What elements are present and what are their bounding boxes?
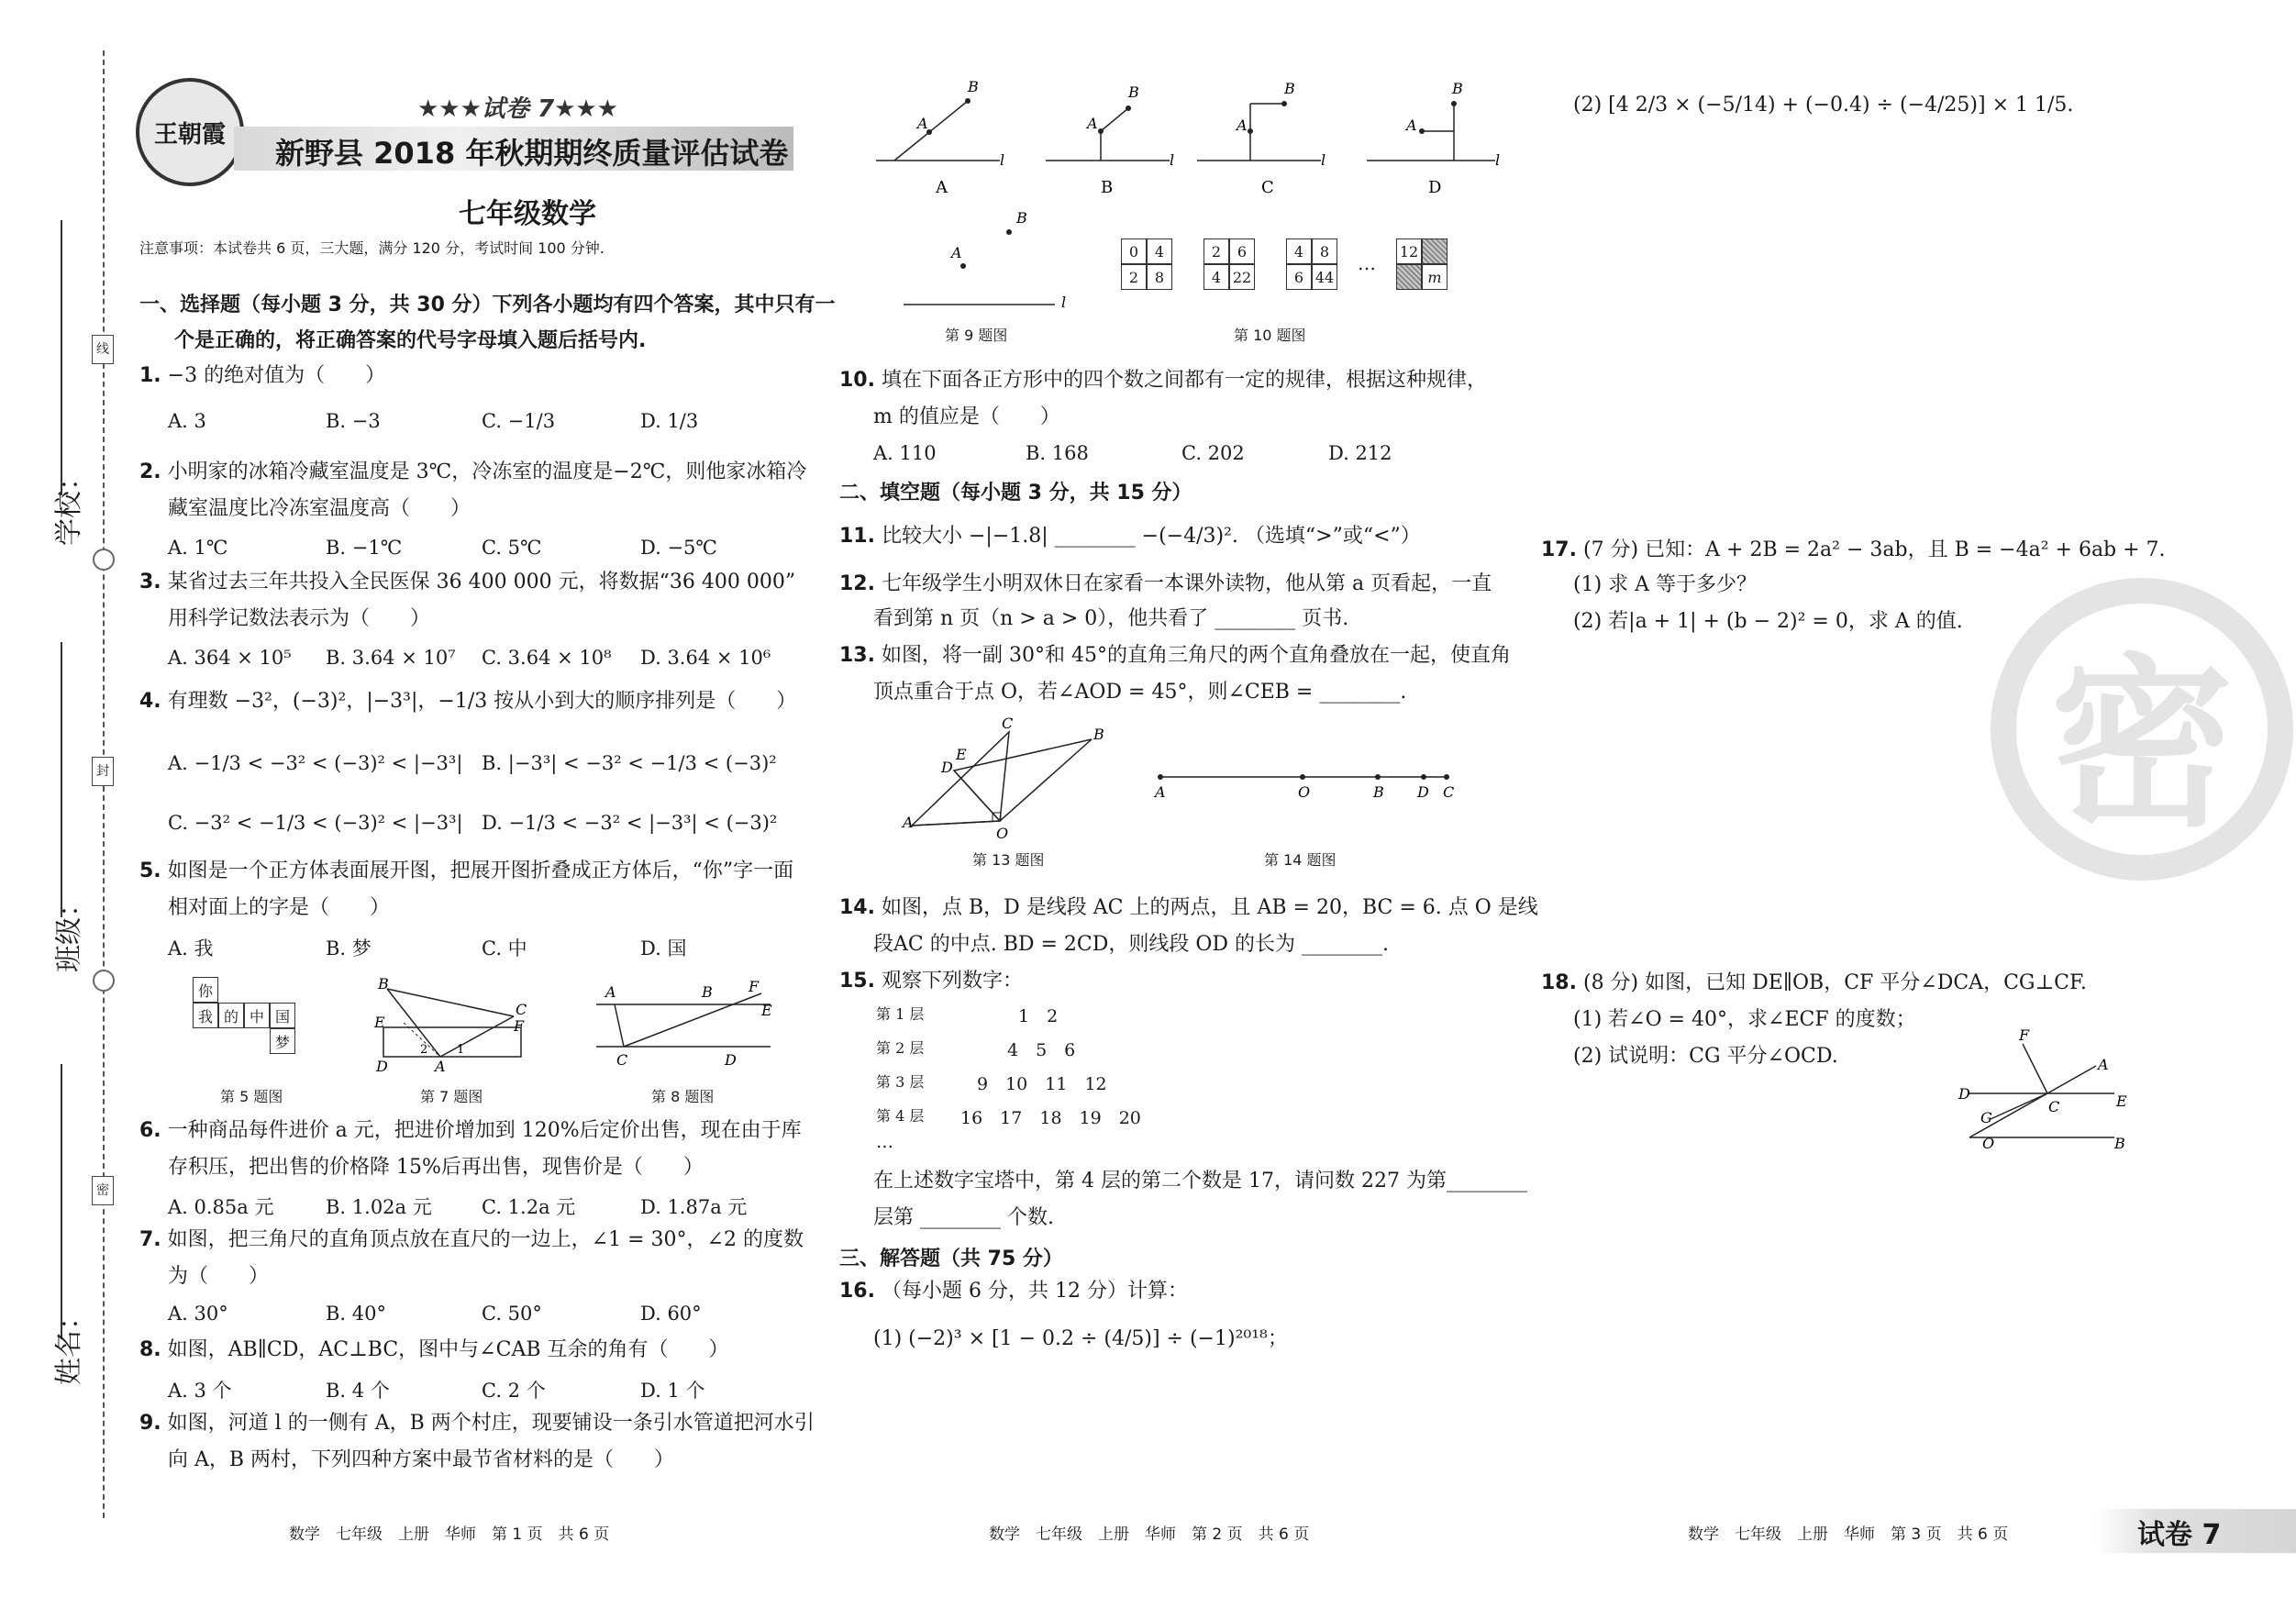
option-b-label: B bbox=[1101, 178, 1114, 197]
svg-text:B: B bbox=[1452, 80, 1463, 97]
svg-text:1: 1 bbox=[457, 1043, 465, 1057]
svg-text:l: l bbox=[1061, 294, 1067, 311]
svg-text:l: l bbox=[1321, 151, 1326, 169]
point-o: O bbox=[1298, 783, 1311, 801]
q1-option-c[interactable]: C. −1/3 bbox=[482, 410, 556, 432]
logo-text: 王朝霞 bbox=[153, 120, 226, 149]
q-number: 2. bbox=[139, 460, 161, 483]
q2-option-b[interactable]: B. −1℃ bbox=[326, 537, 403, 559]
figure-9-caption: 第 9 题图 bbox=[945, 327, 1008, 344]
svg-text:C: C bbox=[2048, 1098, 2060, 1115]
layer-1-label: 第 1 层 bbox=[876, 1005, 925, 1023]
q-number: 8. bbox=[139, 1338, 161, 1361]
grid-cell: 0 bbox=[1121, 238, 1147, 264]
school-label: 学校： bbox=[53, 463, 85, 546]
q5-option-b[interactable]: B. 梦 bbox=[326, 937, 372, 959]
grid-cell: 8 bbox=[1312, 238, 1337, 264]
grid-cell-shaded bbox=[1396, 264, 1422, 290]
net-cell: 梦 bbox=[270, 1028, 295, 1054]
q5-option-a[interactable]: A. 我 bbox=[168, 937, 214, 959]
grid-cell: 4 bbox=[1286, 238, 1312, 264]
option-c-label: C bbox=[1261, 178, 1274, 197]
q11 bbox=[839, 518, 1421, 555]
figure-10-grid-3 bbox=[1286, 238, 1337, 290]
q2-cont: 藏室温度比冷冻室温度高（ ） bbox=[168, 497, 471, 520]
point-d: D bbox=[1417, 783, 1429, 801]
q2-option-c[interactable]: C. 5℃ bbox=[482, 537, 542, 559]
q-number: 6. bbox=[139, 1119, 161, 1142]
q-text: 填在下面各正方形中的四个数之间都有一定的规律，根据这种规律， bbox=[881, 369, 1487, 392]
q3-option-d[interactable]: D. 3.64 × 10⁶ bbox=[640, 647, 771, 669]
q10 bbox=[839, 362, 1487, 399]
q10-option-a[interactable]: A. 110 bbox=[873, 442, 937, 464]
q6 bbox=[139, 1113, 802, 1149]
q-text: (7 分) 已知：A + 2B = 2a² − 3ab，且 B = −4a² + 6ab + 7. bbox=[1582, 538, 2166, 561]
q-text: (8 分) 如图，已知 DE∥OB，CF 平分∠DCA，CG⊥CF. bbox=[1582, 971, 2087, 994]
figure-5-cube-net bbox=[193, 977, 321, 1065]
svg-text:A: A bbox=[2098, 1056, 2109, 1073]
q4-option-d[interactable]: D. −1/3 < −3² < |−3³| < (−3)² bbox=[482, 812, 778, 834]
section-1-heading: 一、选择题（每小题 3 分，共 30 分）下列各小题均有四个答案，其中只有一 bbox=[139, 294, 836, 316]
option-d-label: D bbox=[1428, 178, 1442, 197]
svg-text:A: A bbox=[951, 244, 962, 261]
svg-text:A: A bbox=[917, 115, 928, 132]
svg-text:2: 2 bbox=[420, 1043, 428, 1057]
svg-text:A: A bbox=[435, 1058, 446, 1075]
q8-option-c[interactable]: C. 2 个 bbox=[482, 1380, 546, 1402]
svg-text:B: B bbox=[2114, 1135, 2125, 1152]
q-text: 如图，点 B，D 是线段 AC 上的两点，且 AB = 20，BC = 6. 点 O 是线 bbox=[881, 896, 1538, 919]
figure-10-grid-2 bbox=[1203, 238, 1255, 290]
q10-option-c[interactable]: C. 202 bbox=[1181, 442, 1245, 464]
svg-text:D: D bbox=[376, 1058, 388, 1075]
figure-10-caption: 第 10 题图 bbox=[1234, 327, 1306, 344]
q7-option-a[interactable]: A. 30° bbox=[168, 1303, 228, 1325]
q1 bbox=[139, 358, 385, 394]
layer-2-values: 4 5 6 bbox=[1007, 1040, 1076, 1060]
figure-7 bbox=[367, 972, 532, 1082]
q14-cont: 段AC 的中点. BD = 2CD，则线段 OD 的长为 ________. bbox=[873, 933, 1390, 956]
q-text: 比较大小 −|−1.8| ________ −(−4/3)². （选填“>”或“<”） bbox=[881, 525, 1421, 548]
point-c: C bbox=[1443, 783, 1455, 801]
svg-text:A: A bbox=[1087, 115, 1098, 132]
footer-page-2: 数学 七年级 上册 华师 第 2 页 共 6 页 bbox=[989, 1525, 1310, 1544]
q16 bbox=[839, 1273, 1188, 1310]
q-text: 一种商品每件进价 a 元，把进价增加到 120%后定价出售，现在由于库 bbox=[167, 1119, 802, 1142]
svg-text:B: B bbox=[1128, 83, 1139, 101]
q13-cont: 顶点重合于点 O，若∠AOD = 45°，则∠CEB = ________. bbox=[873, 681, 1407, 704]
q5-option-d[interactable]: D. 国 bbox=[640, 937, 687, 959]
figure-13 bbox=[899, 715, 1110, 839]
svg-text:B: B bbox=[1284, 80, 1295, 97]
svg-text:l: l bbox=[1170, 151, 1175, 169]
figure-9-options bbox=[867, 73, 1509, 202]
q4-option-b[interactable]: B. |−3³| < −3² < −1/3 < (−3)² bbox=[482, 752, 777, 774]
q8-option-a[interactable]: A. 3 个 bbox=[168, 1380, 232, 1402]
svg-text:A: A bbox=[903, 814, 914, 831]
q-text: 如图是一个正方体表面展开图，把展开图折叠成正方体后，“你”字一面 bbox=[167, 859, 794, 882]
q-number: 18. bbox=[1541, 971, 1577, 994]
q-text: 如图，将一副 30°和 45°的直角三角尺的两个直角叠放在一起，使直角 bbox=[881, 644, 1511, 667]
q9 bbox=[139, 1405, 815, 1442]
figure-9 bbox=[894, 206, 1078, 312]
svg-text:D: D bbox=[941, 759, 953, 776]
grid-cell: 12 bbox=[1396, 238, 1422, 264]
q-number: 13. bbox=[839, 644, 875, 667]
q-text: 如图，AB∥CD，AC⊥BC，图中与∠CAB 互余的角有（ ） bbox=[167, 1338, 729, 1361]
q15 bbox=[839, 963, 1023, 1000]
q6-option-d[interactable]: D. 1.87a 元 bbox=[640, 1196, 748, 1218]
svg-text:E: E bbox=[374, 1014, 385, 1031]
figure-10-grid-last bbox=[1396, 238, 1447, 290]
svg-text:E: E bbox=[956, 746, 967, 763]
q-number: 1. bbox=[139, 364, 161, 387]
figure-8-caption: 第 8 题图 bbox=[651, 1088, 715, 1105]
q12 bbox=[839, 566, 1492, 603]
q-text: 小明家的冰箱冷藏室温度是 3℃，冷冻室的温度是−2℃，则他家冰箱冷 bbox=[167, 460, 807, 483]
q10-cont: m 的值应是（ ） bbox=[873, 405, 1060, 428]
q15-question-cont: 层第 ________ 个数. bbox=[873, 1206, 1054, 1229]
q10-option-d[interactable]: D. 212 bbox=[1328, 442, 1392, 464]
q-number: 7. bbox=[139, 1228, 161, 1251]
figure-14-caption: 第 14 题图 bbox=[1264, 851, 1337, 869]
q17-part-2: (2) 若|a + 1| + (b − 2)² = 0，求 A 的值. bbox=[1573, 610, 1963, 633]
q-number: 16. bbox=[839, 1280, 875, 1303]
grid-cell: 4 bbox=[1203, 264, 1229, 290]
point-a: A bbox=[1155, 783, 1166, 801]
svg-text:C: C bbox=[616, 1051, 628, 1069]
grid-cell: 2 bbox=[1121, 264, 1147, 290]
grid-cell: 8 bbox=[1147, 264, 1172, 290]
q4 bbox=[139, 683, 796, 720]
svg-text:l: l bbox=[1000, 151, 1005, 169]
footer-page-1: 数学 七年级 上册 华师 第 1 页 共 6 页 bbox=[289, 1525, 610, 1544]
q7-option-b[interactable]: B. 40° bbox=[326, 1303, 387, 1325]
q17-part-1: (1) 求 A 等于多少？ bbox=[1573, 573, 1758, 596]
svg-text:B: B bbox=[968, 78, 979, 95]
q8-option-b[interactable]: B. 4 个 bbox=[326, 1380, 390, 1402]
q3 bbox=[139, 564, 795, 601]
option-a-label: A bbox=[936, 178, 948, 197]
net-cell: 的 bbox=[218, 1003, 244, 1028]
layer-4-values: 16 17 18 19 20 bbox=[960, 1108, 1141, 1128]
seal-mark-seal: 封 bbox=[92, 757, 114, 786]
svg-text:B: B bbox=[1093, 726, 1104, 743]
q14 bbox=[839, 890, 1538, 926]
q1-option-a[interactable]: A. 3 bbox=[168, 410, 206, 432]
figure-8 bbox=[587, 977, 780, 1078]
seal-mark-secret: 密 bbox=[92, 1176, 114, 1205]
q5-cont: 相对面上的字是（ ） bbox=[168, 896, 391, 919]
figure-7-caption: 第 7 题图 bbox=[420, 1088, 483, 1105]
secret-watermark bbox=[1991, 578, 2293, 881]
q-text: 某省过去三年共投入全民医保 36 400 000 元，将数据“36 400 000” bbox=[167, 571, 796, 593]
q15-question: 在上述数字宝塔中，第 4 层的第二个数是 17，请问数 227 为第________ bbox=[873, 1170, 1527, 1192]
q2-option-a[interactable]: A. 1℃ bbox=[168, 537, 228, 559]
q-number: 5. bbox=[139, 859, 161, 882]
q3-option-a[interactable]: A. 364 × 10⁵ bbox=[168, 647, 292, 669]
q13 bbox=[839, 638, 1511, 674]
svg-text:F: F bbox=[514, 1017, 525, 1035]
q8 bbox=[139, 1332, 729, 1369]
q-number: 11. bbox=[839, 525, 875, 548]
q-number: 9. bbox=[139, 1412, 161, 1435]
section-2-heading: 二、填空题（每小题 3 分，共 15 分） bbox=[839, 482, 1192, 505]
grid-cell: 22 bbox=[1229, 264, 1255, 290]
q-text: 有理数 −3²，(−3)²，|−3³|，−1/3 按从小到大的顺序排列是（ ） bbox=[167, 690, 797, 713]
svg-text:O: O bbox=[1982, 1135, 1995, 1152]
svg-text:l: l bbox=[1495, 151, 1501, 169]
svg-text:A: A bbox=[1406, 116, 1417, 134]
q-text: （每小题 6 分，共 12 分）计算： bbox=[881, 1280, 1188, 1303]
q-number: 3. bbox=[139, 571, 161, 593]
grid-cell: 44 bbox=[1312, 264, 1337, 290]
school-field[interactable] bbox=[61, 220, 62, 495]
q-text: 如图，河道 l 的一侧有 A，B 两个村庄，现要铺设一条引水管道把河水引 bbox=[167, 1412, 815, 1435]
circle-icon bbox=[93, 549, 115, 571]
layer-ellipsis: … bbox=[876, 1132, 893, 1152]
q2-option-d[interactable]: D. −5℃ bbox=[640, 537, 717, 559]
q-number: 15. bbox=[839, 970, 875, 993]
section-1-heading-cont: 个是正确的，将正确答案的代号字母填入题后括号内. bbox=[174, 329, 647, 352]
net-cell: 国 bbox=[270, 1003, 295, 1028]
class-field[interactable] bbox=[61, 642, 62, 917]
q1-option-b[interactable]: B. −3 bbox=[326, 410, 381, 432]
svg-text:D: D bbox=[725, 1051, 737, 1069]
q10-option-b[interactable]: B. 168 bbox=[1026, 442, 1089, 464]
q7-cont: 为（ ） bbox=[168, 1265, 270, 1288]
q6-option-a[interactable]: A. 0.85a 元 bbox=[168, 1196, 274, 1218]
q-text: 七年级学生小明双休日在家看一本课外读物，他从第 a 页看起，一直 bbox=[881, 572, 1492, 595]
exam-notice: 注意事项：本试卷共 6 页，三大题，满分 120 分，考试时间 100 分钟. bbox=[139, 239, 605, 257]
svg-text:E: E bbox=[761, 1002, 772, 1019]
q7-option-c[interactable]: C. 50° bbox=[482, 1303, 542, 1325]
footer-paper-tag: 试卷 7 bbox=[2137, 1519, 2222, 1551]
q12-cont: 看到第 n 页（n > a > 0），他共看了 ________ 页书. bbox=[873, 607, 1349, 630]
q3-option-b[interactable]: B. 3.64 × 10⁷ bbox=[326, 647, 456, 669]
name-field[interactable] bbox=[61, 1064, 62, 1339]
logo bbox=[136, 78, 244, 186]
svg-text:F: F bbox=[2019, 1027, 2030, 1044]
svg-text:B: B bbox=[1016, 209, 1027, 227]
q18-part-1: (1) 若∠O = 40°，求∠ECF 的度数； bbox=[1573, 1008, 1916, 1031]
q1-option-d[interactable]: D. 1/3 bbox=[640, 410, 699, 432]
point-b: B bbox=[1373, 783, 1384, 801]
q9-cont: 向 A，B 两村，下列四种方案中最节省材料的是（ ） bbox=[168, 1448, 675, 1471]
q2 bbox=[139, 454, 806, 491]
q5-option-c[interactable]: C. 中 bbox=[482, 937, 527, 959]
watermark-text: 密 bbox=[2049, 638, 2234, 852]
q16-part-2: (2) [4 2/3 × (−5/14) + (−0.4) ÷ (−4/25)] × 1 1/5. bbox=[1573, 94, 2074, 116]
subject-title: 七年级数学 bbox=[459, 198, 596, 230]
q-number: 10. bbox=[839, 369, 875, 392]
layer-1-values: 1 2 bbox=[1018, 1006, 1059, 1026]
grid-cell: 4 bbox=[1147, 238, 1172, 264]
svg-text:C: C bbox=[516, 1001, 527, 1018]
q4-option-a[interactable]: A. −1/3 < −3² < (−3)² < |−3³| bbox=[168, 752, 463, 774]
svg-text:O: O bbox=[996, 825, 1009, 839]
q-number: 17. bbox=[1541, 538, 1577, 561]
q7-option-d[interactable]: D. 60° bbox=[640, 1303, 702, 1325]
q8-option-d[interactable]: D. 1 个 bbox=[640, 1380, 705, 1402]
name-label: 姓名： bbox=[53, 1303, 85, 1385]
footer-page-3: 数学 七年级 上册 华师 第 3 页 共 6 页 bbox=[1688, 1525, 2009, 1544]
layer-3-values: 9 10 11 12 bbox=[977, 1074, 1107, 1094]
q7 bbox=[139, 1222, 804, 1259]
figure-14 bbox=[1151, 766, 1472, 803]
q17 bbox=[1541, 532, 2166, 569]
class-label: 班级： bbox=[53, 890, 85, 972]
svg-text:C: C bbox=[1002, 715, 1014, 732]
q3-option-c[interactable]: C. 3.64 × 10⁸ bbox=[482, 647, 612, 669]
grid-cell-shaded bbox=[1422, 238, 1447, 264]
figure-10-grid-1 bbox=[1121, 238, 1172, 290]
grid-cell: 6 bbox=[1229, 238, 1255, 264]
svg-text:G: G bbox=[1980, 1109, 1992, 1126]
figure-13-caption: 第 13 题图 bbox=[972, 851, 1045, 869]
figure-5-caption: 第 5 题图 bbox=[220, 1088, 283, 1105]
binding-margin bbox=[0, 0, 128, 1597]
layer-3-label: 第 3 层 bbox=[876, 1073, 925, 1091]
layer-2-label: 第 2 层 bbox=[876, 1039, 925, 1057]
page-title: 新野县 2018 年秋期期终质量评估试卷 bbox=[275, 136, 789, 171]
grid-cell: 6 bbox=[1286, 264, 1312, 290]
q-text: 观察下列数字： bbox=[881, 970, 1023, 993]
svg-text:E: E bbox=[2116, 1092, 2127, 1110]
net-cell: 我 bbox=[193, 1003, 218, 1028]
q18-part-2: (2) 试说明：CG 平分∠OCD. bbox=[1573, 1045, 1838, 1068]
figure-10-ellipsis: … bbox=[1358, 252, 1376, 274]
q6-option-b[interactable]: B. 1.02a 元 bbox=[326, 1196, 432, 1218]
svg-text:B: B bbox=[378, 975, 389, 993]
q18 bbox=[1541, 965, 2087, 1002]
circle-icon bbox=[93, 970, 115, 992]
q-number: 12. bbox=[839, 572, 875, 595]
q-number: 14. bbox=[839, 896, 875, 919]
net-cell: 中 bbox=[244, 1003, 270, 1028]
svg-text:F: F bbox=[749, 978, 760, 995]
q16-part-1: (1) (−2)³ × [1 − 0.2 ÷ (4/5)] ÷ (−1)²⁰¹⁸； bbox=[873, 1327, 1288, 1350]
layer-4-label: 第 4 层 bbox=[876, 1107, 925, 1125]
section-3-heading: 三、解答题（共 75 分） bbox=[839, 1248, 1063, 1270]
q-text: 如图，把三角尺的直角顶点放在直尺的一边上，∠1 = 30°，∠2 的度数 bbox=[167, 1228, 804, 1251]
grid-cell: 2 bbox=[1203, 238, 1229, 264]
svg-text:B: B bbox=[702, 983, 713, 1001]
q6-option-c[interactable]: C. 1.2a 元 bbox=[482, 1196, 576, 1218]
q-text: −3 的绝对值为（ ） bbox=[167, 364, 386, 387]
q3-cont: 用科学记数法表示为（ ） bbox=[168, 607, 431, 630]
svg-text:A: A bbox=[1237, 116, 1248, 134]
q5 bbox=[139, 853, 793, 890]
net-cell: 你 bbox=[193, 977, 218, 1003]
q6-cont: 存积压，把出售的价格降 15%后再出售，现售价是（ ） bbox=[168, 1156, 704, 1179]
grid-cell: m bbox=[1422, 264, 1447, 290]
svg-text:D: D bbox=[1958, 1085, 1970, 1103]
paper-number: ★★★试卷 7★★★ bbox=[417, 95, 618, 123]
svg-text:A: A bbox=[605, 983, 616, 1001]
q-number: 4. bbox=[139, 690, 161, 713]
seal-mark-line: 线 bbox=[92, 335, 114, 364]
figure-18 bbox=[1949, 1027, 2142, 1156]
q4-option-c[interactable]: C. −3² < −1/3 < (−3)² < |−3³| bbox=[168, 812, 463, 834]
